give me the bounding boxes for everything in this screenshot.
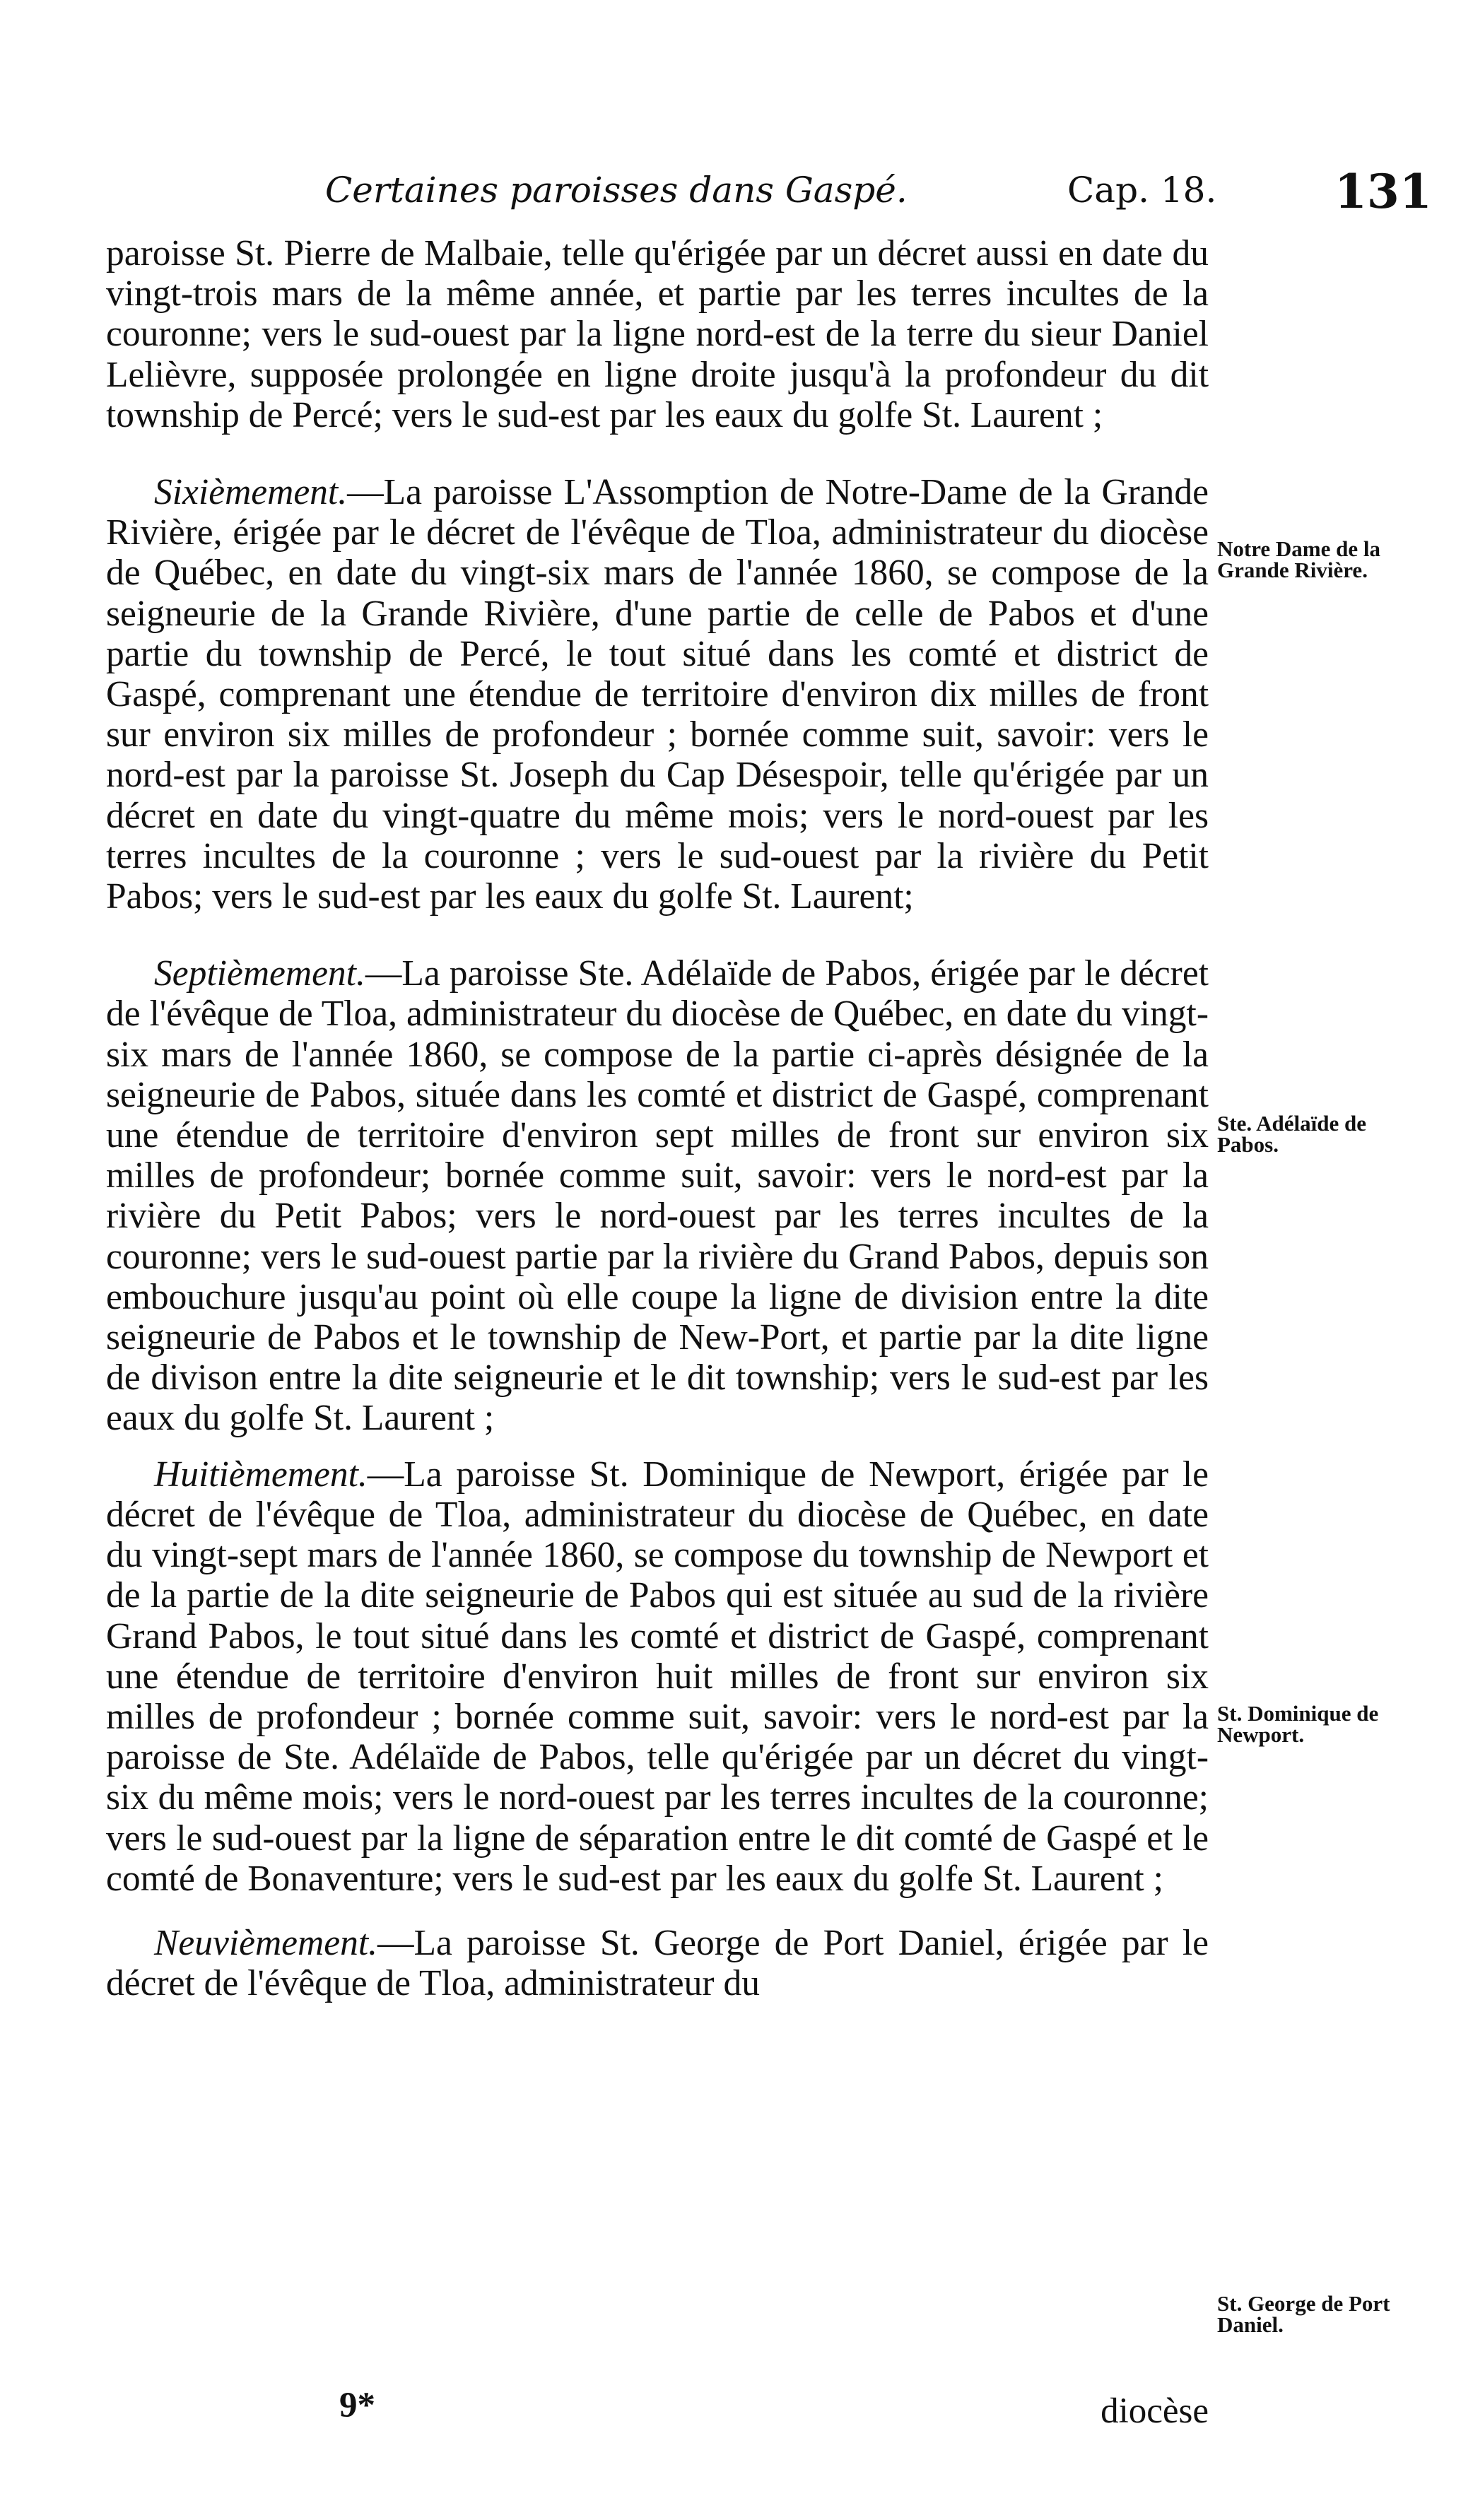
page-header — [106, 164, 1432, 228]
paragraph-lead: Neuvièmement. — [154, 1922, 378, 1963]
paragraph-text: —La paroisse St. Dominique de Newport, érigée par le décret de l'évêque de Tloa, administrateur du diocèse de Québec, en date du vingt-sept mars de l'année 1860, se compose du township de Newport et de la partie de la dite seigneurie de Pabos qui est située au sud de la rivière Grand Pabos, le tout situé dans les comté et district de Gaspé, comprenant une étendue de territoire d'environ huit milles de front sur environ six milles de profondeur ; bornée comme suit, savoir: vers le nord-est par la paroisse de Ste. Adélaïde de Pabos, telle qu'érigée par un décret du vingt-six du même mois; vers le nord-ouest par les terres incultes de la couronne; vers le sud-ouest par la ligne de séparation entre le dit comté de Gaspé et le comté de Bonaventure; vers le sud-est par les eaux du golfe St. Laurent ; — [106, 1454, 1209, 1899]
sidenote-ste-adelaide: Ste. Adélaïde de Pabos. — [1217, 1111, 1366, 1157]
sidenote-st-dominique: St. Dominique de Newport. — [1217, 1701, 1379, 1747]
signature-mark: 9* — [339, 2386, 375, 2425]
paragraph-sixiemement — [106, 472, 1209, 917]
paragraph-text: —La paroisse L'Assomption de Notre-Dame de la Grande Rivière, érigée par le décret de l'évêque de Tloa, administrateur du diocèse de Québec, en date du vingt-six mars de l'année 1860, se compose de la seigneurie de la Grande Rivière, d'une partie de celle de Pabos et d'une partie du township de Percé, le tout situé dans les comté et district de Gaspé, comprenant une étendue de territoire d'environ dix milles de front sur environ six milles de profondeur ; bornée comme suit, savoir: vers le nord-est par la paroisse St. Joseph du Cap Désespoir, telle qu'érigée par un décret en date du vingt-quatre du même mois; vers le nord-ouest par les terres incultes de la couronne ; vers le sud-ouest par la rivière du Petit Pabos; vers le sud-est par les eaux du golfe St. Laurent; — [106, 472, 1209, 917]
paragraph-neuviemement — [106, 1923, 1209, 2003]
running-title: Certaines paroisses dans Gaspé. — [325, 170, 908, 211]
sidenote-st-george: St. George de Port Daniel. — [1217, 2291, 1390, 2337]
chapter-label: Cap. 18. — [1067, 170, 1217, 211]
paragraph-septiemement — [106, 953, 1209, 1438]
catchword: diocèse — [1101, 2391, 1209, 2431]
page-footer — [106, 2385, 1209, 2434]
paragraph-text: —La paroisse St. George de Port Daniel, érigée par le décret de l'évêque de Tloa, administrateur du — [106, 1922, 1209, 2004]
paragraph-lead: Huitièmement. — [154, 1454, 368, 1495]
paragraph-text: paroisse St. Pierre de Malbaie, telle qu'érigée par un décret aussi en date du vingt-trois mars de la même année, et partie par les terres incultes de la couronne; vers le sud-ouest par la ligne nord-est de la terre du sieur Daniel Lelièvre, supposée prolongée en ligne droite jusqu'à la profondeur du dit township de Percé; vers le sud-est par les eaux du golfe St. Laurent ; — [106, 233, 1209, 435]
paragraph-huitiemement — [106, 1454, 1209, 1899]
paragraph-lead: Sixièmement. — [154, 472, 348, 513]
paragraph-continuation — [106, 233, 1209, 435]
paragraph-lead: Septièmement. — [154, 953, 365, 994]
body-text — [106, 233, 1209, 2003]
paragraph-text: —La paroisse Ste. Adélaïde de Pabos, érigée par le décret de l'évêque de Tloa, administrateur du diocèse de Québec, en date du vingt-six mars de l'année 1860, se compose de la partie ci-après désignée de la seigneurie de Pabos, située dans les comté et district de Gaspé, comprenant une étendue de territoire d'environ sept milles de front sur environ six milles de profondeur; bornée comme suit, savoir: vers le nord-est par la rivière du Petit Pabos; vers le nord-ouest par les terres incultes de la couronne; vers le sud-ouest partie par la rivière du Grand Pabos, depuis son embouchure jusqu'au point où elle coupe la ligne de division entre la dite seigneurie de Pabos et le township de New-Port, et partie par la dite ligne de divison entre la dite seigneurie et le dit township; vers le sud-est par les eaux du golfe St. Laurent ; — [106, 953, 1209, 1439]
page-number: 131 — [1334, 164, 1432, 219]
sidenote-notre-dame: Notre Dame de la Grande Rivière. — [1217, 536, 1381, 582]
